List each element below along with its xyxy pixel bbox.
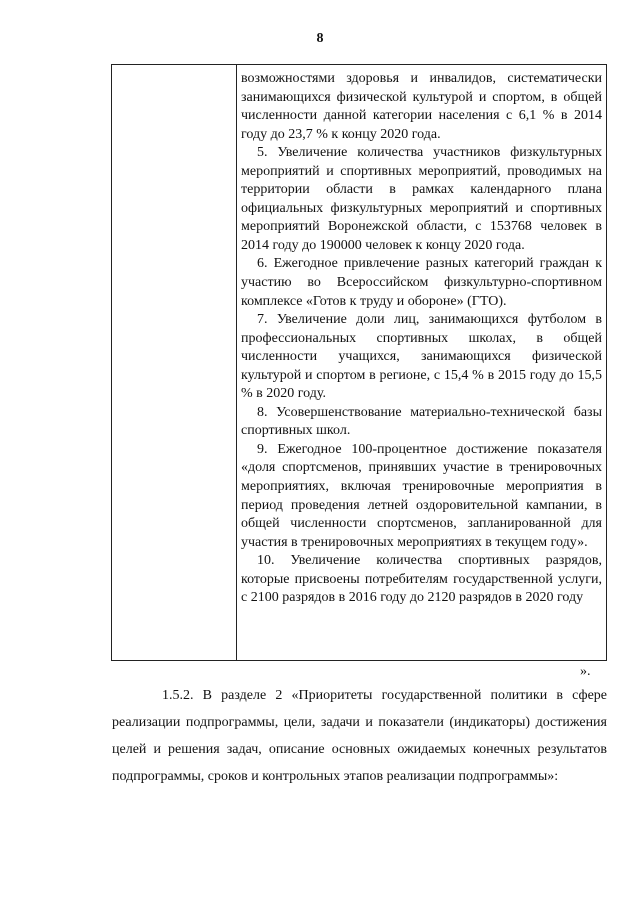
table-paragraph: 7. Увеличение доли лиц, занимающихся футболом в профессиональных спортивных школах, в общей численности учащихся, занимающихся физической культурой и спортом в регионе, с 15,4 % в 2015 году до 15,5 % в 2020 году. xyxy=(241,312,602,402)
indicator-table xyxy=(111,64,607,661)
closing-quote: ». xyxy=(580,664,591,679)
table-paragraph: 9. Ежегодное 100-процентное достижение показателя «доля спортсменов, принявших участие в тренировочных мероприятиях, включая тренировочные мероприятия в период проведения летней оздоровительной кампании, в общей численности спортсменов, запланированной для участия в тренировочных мероприятиях в текущем году». xyxy=(241,441,602,550)
body-text xyxy=(112,682,607,790)
table-paragraph: 5. Увеличение количества участников физкультурных мероприятий и спортивных мероприятий, проводимых на территории области в рамках календарного плана официальных физкультурных мероприятий и спортивных мероприятий Воронежской области, с 153768 человек в 2014 году до 190000 человек к концу 2020 года. xyxy=(241,145,602,253)
table-left-column xyxy=(112,65,237,660)
table-paragraph: возможностями здоровья и инвалидов, систематически занимающихся физической культурой и спортом, в общей численности данной категории населения с 6,1 % в 2014 году до 23,7 % к концу 2020 года. xyxy=(241,71,602,142)
table-right-column xyxy=(241,70,602,608)
page-number: 8 xyxy=(316,31,324,46)
body-paragraph: 1.5.2. В разделе 2 «Приоритеты государственной политики в сфере реализации подпрограммы, цели, задачи и показатели (индикаторы) достижения целей и решения задач, описание основных ожидаемых конечных результатов подпрограммы, сроков и контрольных этапов реализации подпрограммы»: xyxy=(112,688,607,784)
table-paragraph: 8. Усовершенствование материально-технической базы спортивных школ. xyxy=(241,404,602,439)
table-paragraph: 6. Ежегодное привлечение разных категорий граждан к участию во Всероссийском физкультурно-спортивном комплексе «Готов к труду и обороне» (ГТО). xyxy=(241,256,602,309)
table-paragraph: 10. Увеличение количества спортивных разрядов, которые присвоены потребителям государственной услуги, с 2100 разрядов в 2016 году до 2120 разрядов в 2020 году xyxy=(241,553,602,606)
